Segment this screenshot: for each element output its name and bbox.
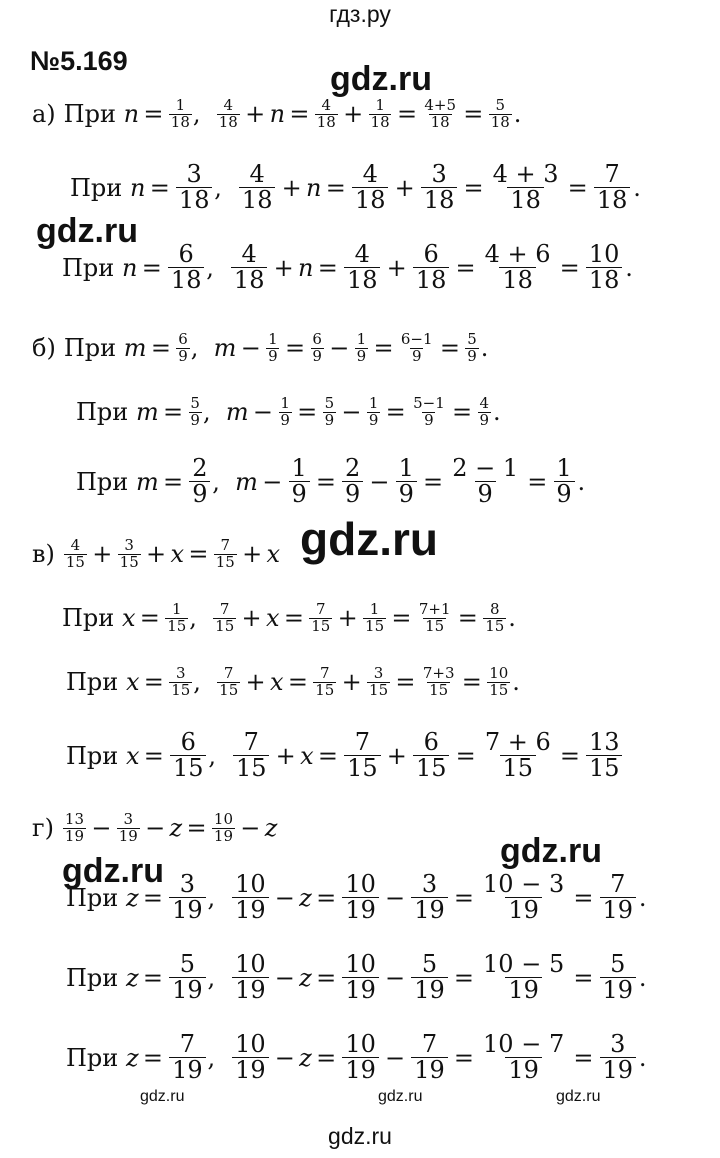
item-label: б)	[32, 334, 56, 363]
equation-line: При x = $\frac{6}{15}$ , $\frac{7}{15}$ + x = $\frac{7}{15}$ + $\frac{6}{15}$ = $\frac{7 + 6}{15}$ = $\frac{13}{15}$	[66, 730, 624, 781]
equation-line: При x = $\frac{1}{15}$ , $\frac{7}{15}$ + x = $\frac{7}{15}$ + $\frac{1}{15}$ = $\frac{7+1}{15}$ = $\frac{8}{15}$ .	[62, 600, 516, 635]
equation-line: При z = $\frac{7}{19}$ , $\frac{10}{19}$ − z = $\frac{10}{19}$ − $\frac{7}{19}$ = $\frac{10 - 7}{19}$ = $\frac{3}{19}$ .	[66, 1030, 647, 1085]
watermark: gdz.ru	[500, 832, 602, 870]
problem-number: №5.169	[30, 46, 128, 76]
equation-line: При m = $\frac{2}{9}$ , m − $\frac{1}{9}$ = $\frac{2}{9}$ − $\frac{1}{9}$ = $\frac{2 - 1}{9}$ = $\frac{1}{9}$ .	[76, 454, 586, 509]
equation-line: б) При m = $\frac{6}{9}$ , m − $\frac{1}{9}$ = $\frac{6}{9}$ − $\frac{1}{9}$ = $\frac{6-1}{9}$ = $\frac{5}{9}$ .	[32, 330, 489, 365]
equation-line: а) При n = $\frac{1}{18}$ , $\frac{4}{18}$ + n = $\frac{4}{18}$ + $\frac{1}{18}$ = $\frac{4+5}{18}$ = $\frac{5}{18}$ .	[32, 96, 522, 131]
item-label: а)	[32, 100, 56, 129]
equation-line: При n = $\frac{6}{18}$ , $\frac{4}{18}$ + n = $\frac{4}{18}$ + $\frac{6}{18}$ = $\frac{4 + 6}{18}$ = $\frac{10}{18}$ .	[62, 240, 633, 295]
watermark: gdz.ru	[140, 1088, 185, 1105]
pri-word: При	[63, 100, 116, 129]
watermark: gdz.ru	[378, 1088, 423, 1105]
equation-line: г) $\frac{13}{19}$ − $\frac{3}{19}$ − z = $\frac{10}{19}$ − z	[32, 810, 278, 845]
watermark: gdz.ru	[62, 852, 164, 890]
watermark: gdz.ru	[36, 212, 138, 250]
equation-line: При z = $\frac{3}{19}$ , $\frac{10}{19}$ − z = $\frac{10}{19}$ − $\frac{3}{19}$ = $\frac{10 - 3}{19}$ = $\frac{7}{19}$ .	[66, 870, 647, 925]
watermark: gdz.ru	[556, 1088, 601, 1105]
equation-line: При z = $\frac{5}{19}$ , $\frac{10}{19}$ − z = $\frac{10}{19}$ − $\frac{5}{19}$ = $\frac{10 - 5}{19}$ = $\frac{5}{19}$ .	[66, 950, 647, 1005]
equation-line: При m = $\frac{5}{9}$ , m − $\frac{1}{9}$ = $\frac{5}{9}$ − $\frac{1}{9}$ = $\frac{5-1}{9}$ = $\frac{4}{9}$ .	[76, 394, 501, 429]
watermark: gdz.ru	[300, 513, 438, 565]
equation-line: При x = $\frac{3}{15}$ , $\frac{7}{15}$ + x = $\frac{7}{15}$ + $\frac{3}{15}$ = $\frac{7+3}{15}$ = $\frac{10}{15}$ .	[66, 664, 520, 699]
item-label: г)	[32, 814, 54, 843]
site-header: гдз.ру	[329, 1, 391, 27]
equation-line: При n = $\frac{3}{18}$ , $\frac{4}{18}$ + n = $\frac{4}{18}$ + $\frac{3}{18}$ = $\frac{4 + 3}{18}$ = $\frac{7}{18}$ .	[70, 160, 641, 215]
item-label: в)	[32, 540, 55, 569]
site-footer-watermark: gdz.ru	[328, 1123, 392, 1149]
equation-line: в) $\frac{4}{15}$ + $\frac{3}{15}$ + x = $\frac{7}{15}$ + x	[32, 536, 281, 571]
watermark: gdz.ru	[330, 60, 432, 98]
